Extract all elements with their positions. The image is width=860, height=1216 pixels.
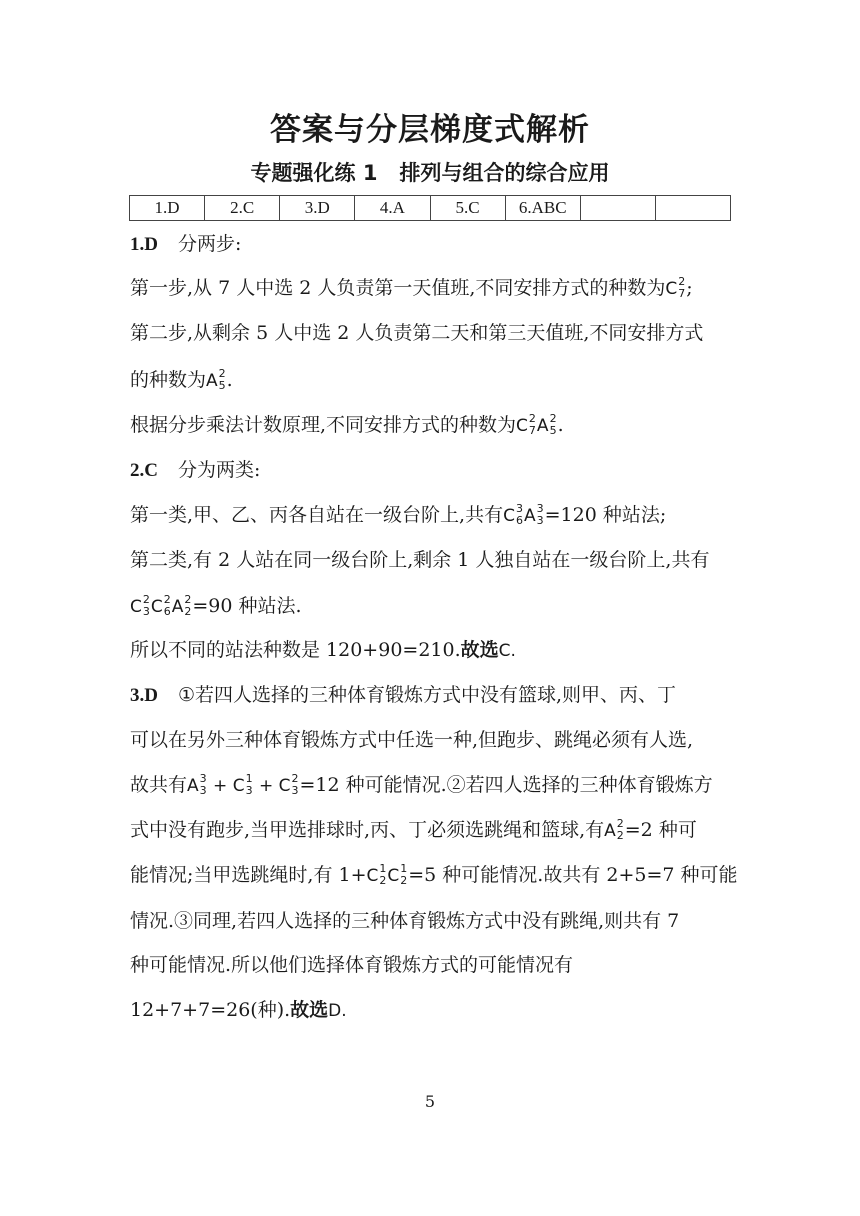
q3-line2: 可以在另外三种体育锻炼方式中任选一种,但跑步、跳绳必须有人选, — [130, 729, 694, 751]
q3-line8: 12+7+7=26(种).故选D. — [130, 999, 347, 1021]
page-number: 5 — [424, 1092, 436, 1111]
section-subtitle — [0, 157, 860, 187]
q1-line3: 的种数为A 2 5 . — [130, 367, 233, 392]
answer-cell — [655, 196, 730, 221]
q3-line7: 种可能情况.所以他们选择体育锻炼方式的可能情况有 — [130, 954, 574, 976]
q1-head: 分两步: — [177, 233, 242, 255]
answer-cell: 4.A — [355, 196, 430, 221]
q3-line3: 故共有A 3 3 + C 1 3 + C 2 3 =12 种可能情况.②若四人选择的三种体育锻炼方 — [130, 772, 713, 797]
q1-line2: 第二步,从剩余 5 人中选 2 人负责第二天和第三天值班,不同安排方式 — [130, 322, 704, 344]
answer-row — [130, 196, 731, 221]
subtitle-part2: 排列与组合的综合应用 — [399, 161, 610, 185]
formula-c63-a33: C 3 6 A 3 3 — [503, 502, 544, 527]
formula-c72-a52: C 2 7 A 2 5 — [516, 412, 557, 437]
q1-heading — [130, 231, 241, 258]
formula-a52: A 2 5 — [206, 367, 226, 392]
subtitle-part1: 专题强化练 1 — [250, 161, 378, 185]
answer-cell: 3.D — [280, 196, 355, 221]
q3-number: 3.D — [130, 685, 158, 706]
q2-line4: 所以不同的站法种数是 120+90=210.故选C. — [130, 639, 516, 661]
q3-line6: 情况.③同理,若四人选择的三种体育锻炼方式中没有跳绳,则共有 7 — [130, 910, 680, 932]
formula-c72: C 2 7 — [665, 275, 686, 300]
q3-line4: 式中没有跑步,当甲选排球时,丙、丁必须选跳绳和篮球,有A 2 2 =2 种可 — [130, 817, 697, 842]
answer-cell: 2.C — [205, 196, 280, 221]
answer-cell: 5.C — [430, 196, 505, 221]
q2-head: 分为两类: — [177, 459, 261, 481]
q2-number: 2.C — [130, 460, 158, 481]
q2-line1: 第一类,甲、乙、丙各自站在一级台阶上,共有C 3 6 A 3 3 =120 种站法; — [130, 502, 667, 527]
answer-cell — [580, 196, 655, 221]
answer-table — [129, 195, 731, 221]
answer-cell: 1.D — [130, 196, 205, 221]
formula-a33-c31-c32: A 3 3 + C 1 3 + C 2 3 — [187, 772, 299, 797]
q1-line1: 第一步,从 7 人中选 2 人负责第一天值班,不同安排方式的种数为C 2 7 ; — [130, 275, 693, 300]
q3-line5: 能情况;当甲选跳绳时,有 1+C 1 2 C 1 2 =5 种可能情况.故共有 2+5=7 种可能 — [130, 862, 738, 887]
formula-c32-c62-a22: C 2 3 C 2 6 A 2 2 — [130, 593, 192, 618]
page-title: 答案与分层梯度式解析 — [270, 112, 590, 148]
q2-line3: C 2 3 C 2 6 A 2 2 =90 种站法. — [130, 593, 302, 618]
q2-line2: 第二类,有 2 人站在同一级台阶上,剩余 1 人独自站在一级台阶上,共有 — [130, 549, 710, 571]
q1-line4: 根据分步乘法计数原理,不同安排方式的种数为C 2 7 A 2 5 . — [130, 412, 564, 437]
formula-a22: A 2 2 — [604, 817, 624, 842]
q3-line1: 3.D ①若四人选择的三种体育锻炼方式中没有篮球,则甲、丙、丁 — [130, 684, 677, 706]
q1-number: 1.D — [130, 234, 158, 255]
answer-cell: 6.ABC — [505, 196, 580, 221]
formula-c21-c21: C 1 2 C 1 2 — [366, 862, 408, 887]
q2-heading — [130, 457, 260, 484]
